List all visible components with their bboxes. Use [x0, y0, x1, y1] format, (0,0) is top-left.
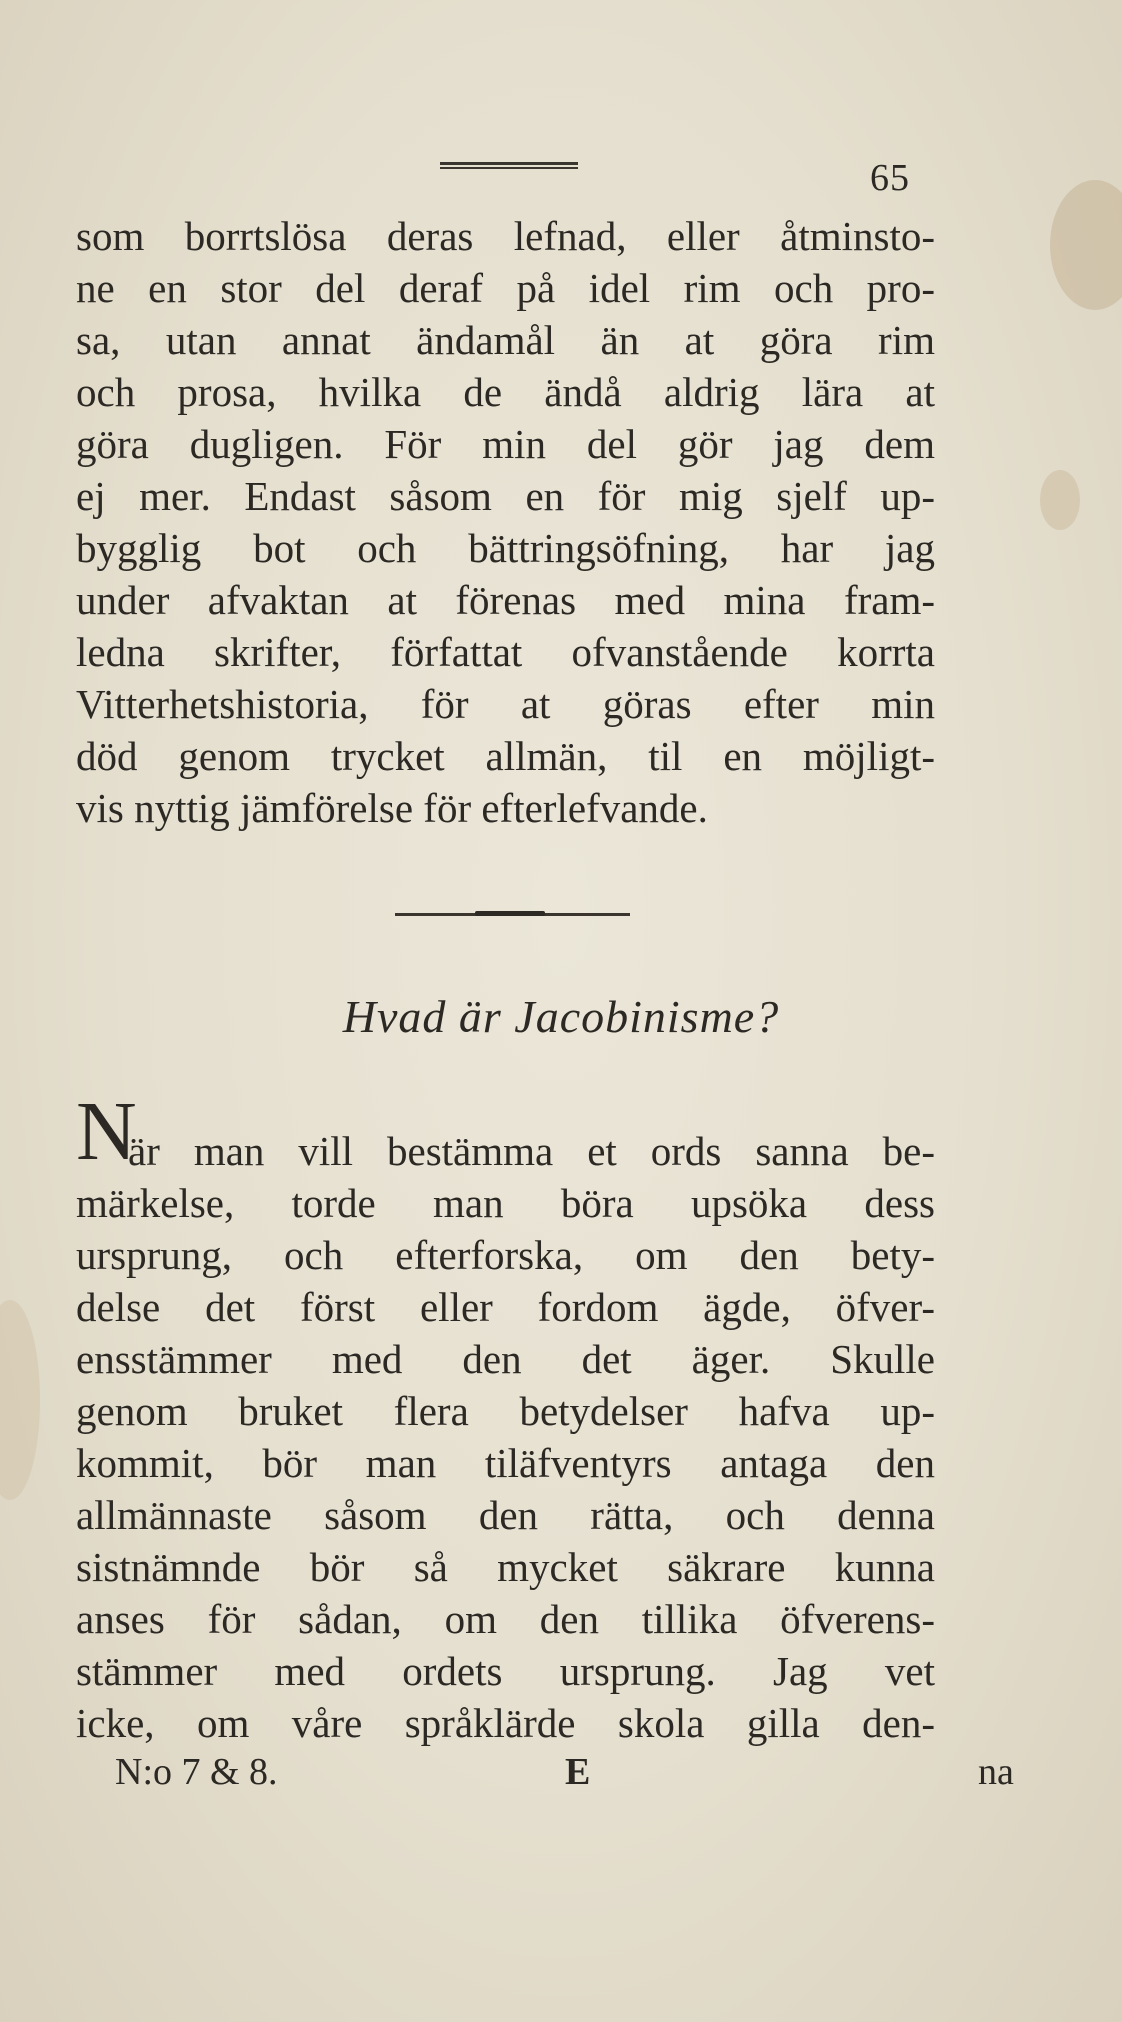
section-divider	[395, 913, 630, 916]
text-line: under afvaktan at förenas med mina fram-	[76, 577, 935, 623]
text-line: stämmer med ordets ursprung. Jag vet	[76, 1648, 935, 1694]
text-line: ensstämmer med den det äger. Skulle	[76, 1336, 935, 1382]
text-line: Vitterhetshistoria, för at göras efter min	[76, 681, 935, 727]
text-line: göra dugligen. För min del gör jag dem	[76, 421, 935, 467]
text-line: anses för sådan, om den tillika öfverens-	[76, 1596, 935, 1642]
text-line: märkelse, torde man böra upsöka dess	[76, 1180, 935, 1226]
text-line: vis nyttig jämförelse för efterlefvande.	[76, 785, 708, 831]
text-line: kommit, bör man tiläfventyrs antaga den	[76, 1440, 935, 1486]
text-line: delse det först eller fordom ägde, öfver-	[76, 1284, 935, 1330]
text-line: och prosa, hvilka de ändå aldrig lära at	[76, 369, 935, 415]
text-line: bygglig bot och bättringsöfning, har jag	[76, 525, 935, 571]
header-rule	[440, 162, 578, 169]
catchword: na	[978, 1751, 1014, 1793]
text-line: är man vill bestämma et ords sanna be-	[128, 1128, 935, 1174]
text-line: ej mer. Endast såsom en för mig sjelf up-	[76, 473, 935, 519]
text-line: ledna skrifter, författat ofvanstående korrta	[76, 629, 935, 675]
text-line: ne en stor del deraf på idel rim och pro-	[76, 265, 935, 311]
text-line: genom bruket flera betydelser hafva up-	[76, 1388, 935, 1434]
page-number: 65	[870, 157, 910, 199]
text-line: sa, utan annat ändamål än at göra rim	[76, 317, 935, 363]
text-line: ursprung, och efterforska, om den bety-	[76, 1232, 935, 1278]
text-line: död genom trycket allmän, til en möjligt-	[76, 733, 935, 779]
sheet-letter: E	[565, 1751, 591, 1793]
text-line: sistnämnde bör så mycket säkrare kunna	[76, 1544, 935, 1590]
drop-cap: N	[76, 1085, 137, 1178]
text-line: allmännaste såsom den rätta, och denna	[76, 1492, 935, 1538]
text-line: som borrtslösa deras lefnad, eller åtminsto-	[76, 213, 935, 259]
text-line: icke, om våre språklärde skola gilla den-	[76, 1700, 935, 1746]
signature-mark: N:o 7 & 8.	[115, 1751, 278, 1793]
section-heading: Hvad är Jacobinisme?	[342, 991, 780, 1042]
